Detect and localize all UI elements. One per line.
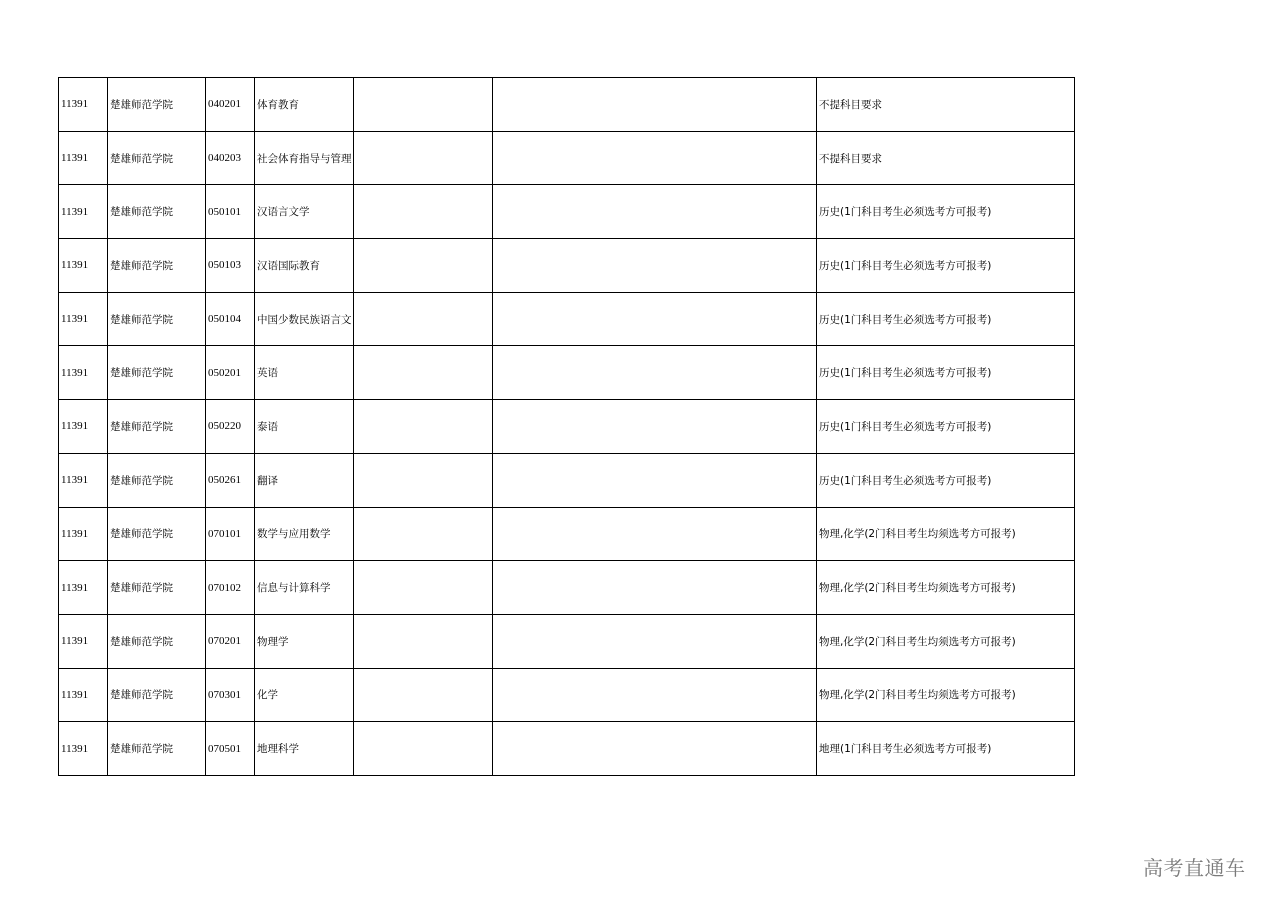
major-name-cell: 信息与计算科学 xyxy=(255,561,354,615)
school-code-cell: 11391 xyxy=(59,614,108,668)
school-name-cell: 楚雄师范学院 xyxy=(108,614,206,668)
major-code-cell: 040203 xyxy=(206,131,255,185)
major-code-cell: 070102 xyxy=(206,561,255,615)
empty-cell xyxy=(493,239,817,293)
subject-requirement-cell: 历史(1门科目考生必须选考方可报考) xyxy=(817,400,1075,454)
empty-cell xyxy=(354,400,493,454)
empty-cell xyxy=(493,668,817,722)
major-code-cell: 070201 xyxy=(206,614,255,668)
school-code-cell: 11391 xyxy=(59,668,108,722)
table-row xyxy=(59,78,1075,132)
table-row xyxy=(59,507,1075,561)
table-row xyxy=(59,185,1075,239)
table-row xyxy=(59,346,1075,400)
subject-requirement-cell: 物理,化学(2门科目考生均须选考方可报考) xyxy=(817,668,1075,722)
school-code-cell: 11391 xyxy=(59,292,108,346)
empty-cell xyxy=(493,507,817,561)
empty-cell xyxy=(493,614,817,668)
subject-requirement-cell: 物理,化学(2门科目考生均须选考方可报考) xyxy=(817,614,1075,668)
subject-requirement-cell: 不提科目要求 xyxy=(817,78,1075,132)
table-row xyxy=(59,400,1075,454)
empty-cell xyxy=(354,668,493,722)
subject-requirement-cell: 物理,化学(2门科目考生均须选考方可报考) xyxy=(817,507,1075,561)
subject-requirement-cell: 历史(1门科目考生必须选考方可报考) xyxy=(817,453,1075,507)
major-code-cell: 050103 xyxy=(206,239,255,293)
empty-cell xyxy=(354,78,493,132)
empty-cell xyxy=(354,561,493,615)
school-code-cell: 11391 xyxy=(59,131,108,185)
school-code-cell: 11391 xyxy=(59,722,108,776)
school-name-cell: 楚雄师范学院 xyxy=(108,292,206,346)
empty-cell xyxy=(354,185,493,239)
table-row xyxy=(59,131,1075,185)
school-code-cell: 11391 xyxy=(59,400,108,454)
major-code-cell: 050104 xyxy=(206,292,255,346)
major-name-cell: 英语 xyxy=(255,346,354,400)
school-name-cell: 楚雄师范学院 xyxy=(108,78,206,132)
major-code-cell: 040201 xyxy=(206,78,255,132)
empty-cell xyxy=(493,292,817,346)
table-row xyxy=(59,453,1075,507)
school-name-cell: 楚雄师范学院 xyxy=(108,131,206,185)
major-name-cell: 物理学 xyxy=(255,614,354,668)
table-row xyxy=(59,668,1075,722)
empty-cell xyxy=(354,722,493,776)
major-name-cell: 泰语 xyxy=(255,400,354,454)
empty-cell xyxy=(493,346,817,400)
school-name-cell: 楚雄师范学院 xyxy=(108,561,206,615)
table-row xyxy=(59,239,1075,293)
empty-cell xyxy=(493,78,817,132)
school-name-cell: 楚雄师范学院 xyxy=(108,400,206,454)
major-name-cell: 中国少数民族语言文 xyxy=(255,292,354,346)
school-code-cell: 11391 xyxy=(59,453,108,507)
table-row xyxy=(59,561,1075,615)
empty-cell xyxy=(354,507,493,561)
major-name-cell: 体育教育 xyxy=(255,78,354,132)
empty-cell xyxy=(354,346,493,400)
empty-cell xyxy=(493,131,817,185)
subject-requirement-cell: 历史(1门科目考生必须选考方可报考) xyxy=(817,292,1075,346)
empty-cell xyxy=(493,453,817,507)
table-body xyxy=(59,78,1075,776)
school-code-cell: 11391 xyxy=(59,561,108,615)
empty-cell xyxy=(354,239,493,293)
major-code-cell: 050101 xyxy=(206,185,255,239)
school-code-cell: 11391 xyxy=(59,185,108,239)
table-row xyxy=(59,292,1075,346)
watermark-text: 高考直通车 xyxy=(1143,856,1246,880)
major-name-cell: 汉语国际教育 xyxy=(255,239,354,293)
empty-cell xyxy=(493,400,817,454)
school-code-cell: 11391 xyxy=(59,507,108,561)
empty-cell xyxy=(354,614,493,668)
school-name-cell: 楚雄师范学院 xyxy=(108,453,206,507)
major-name-cell: 化学 xyxy=(255,668,354,722)
major-code-cell: 050220 xyxy=(206,400,255,454)
table-row xyxy=(59,722,1075,776)
subject-requirement-cell: 不提科目要求 xyxy=(817,131,1075,185)
major-name-cell: 数学与应用数学 xyxy=(255,507,354,561)
school-code-cell: 11391 xyxy=(59,78,108,132)
major-name-cell: 汉语言文学 xyxy=(255,185,354,239)
school-code-cell: 11391 xyxy=(59,239,108,293)
empty-cell xyxy=(354,453,493,507)
school-name-cell: 楚雄师范学院 xyxy=(108,668,206,722)
subject-requirement-cell: 物理,化学(2门科目考生均须选考方可报考) xyxy=(817,561,1075,615)
major-requirements-table xyxy=(58,77,1075,776)
school-name-cell: 楚雄师范学院 xyxy=(108,722,206,776)
school-name-cell: 楚雄师范学院 xyxy=(108,507,206,561)
school-name-cell: 楚雄师范学院 xyxy=(108,346,206,400)
major-name-cell: 地理科学 xyxy=(255,722,354,776)
major-name-cell: 翻译 xyxy=(255,453,354,507)
table-row xyxy=(59,614,1075,668)
major-code-cell: 070301 xyxy=(206,668,255,722)
major-code-cell: 070501 xyxy=(206,722,255,776)
empty-cell xyxy=(493,561,817,615)
subject-requirement-cell: 历史(1门科目考生必须选考方可报考) xyxy=(817,185,1075,239)
subject-requirement-cell: 地理(1门科目考生必须选考方可报考) xyxy=(817,722,1075,776)
major-code-cell: 050261 xyxy=(206,453,255,507)
major-name-cell: 社会体育指导与管理 xyxy=(255,131,354,185)
empty-cell xyxy=(493,722,817,776)
major-code-cell: 050201 xyxy=(206,346,255,400)
empty-cell xyxy=(354,131,493,185)
empty-cell xyxy=(354,292,493,346)
major-code-cell: 070101 xyxy=(206,507,255,561)
empty-cell xyxy=(493,185,817,239)
subject-requirement-cell: 历史(1门科目考生必须选考方可报考) xyxy=(817,346,1075,400)
school-code-cell: 11391 xyxy=(59,346,108,400)
subject-requirement-cell: 历史(1门科目考生必须选考方可报考) xyxy=(817,239,1075,293)
school-name-cell: 楚雄师范学院 xyxy=(108,185,206,239)
school-name-cell: 楚雄师范学院 xyxy=(108,239,206,293)
